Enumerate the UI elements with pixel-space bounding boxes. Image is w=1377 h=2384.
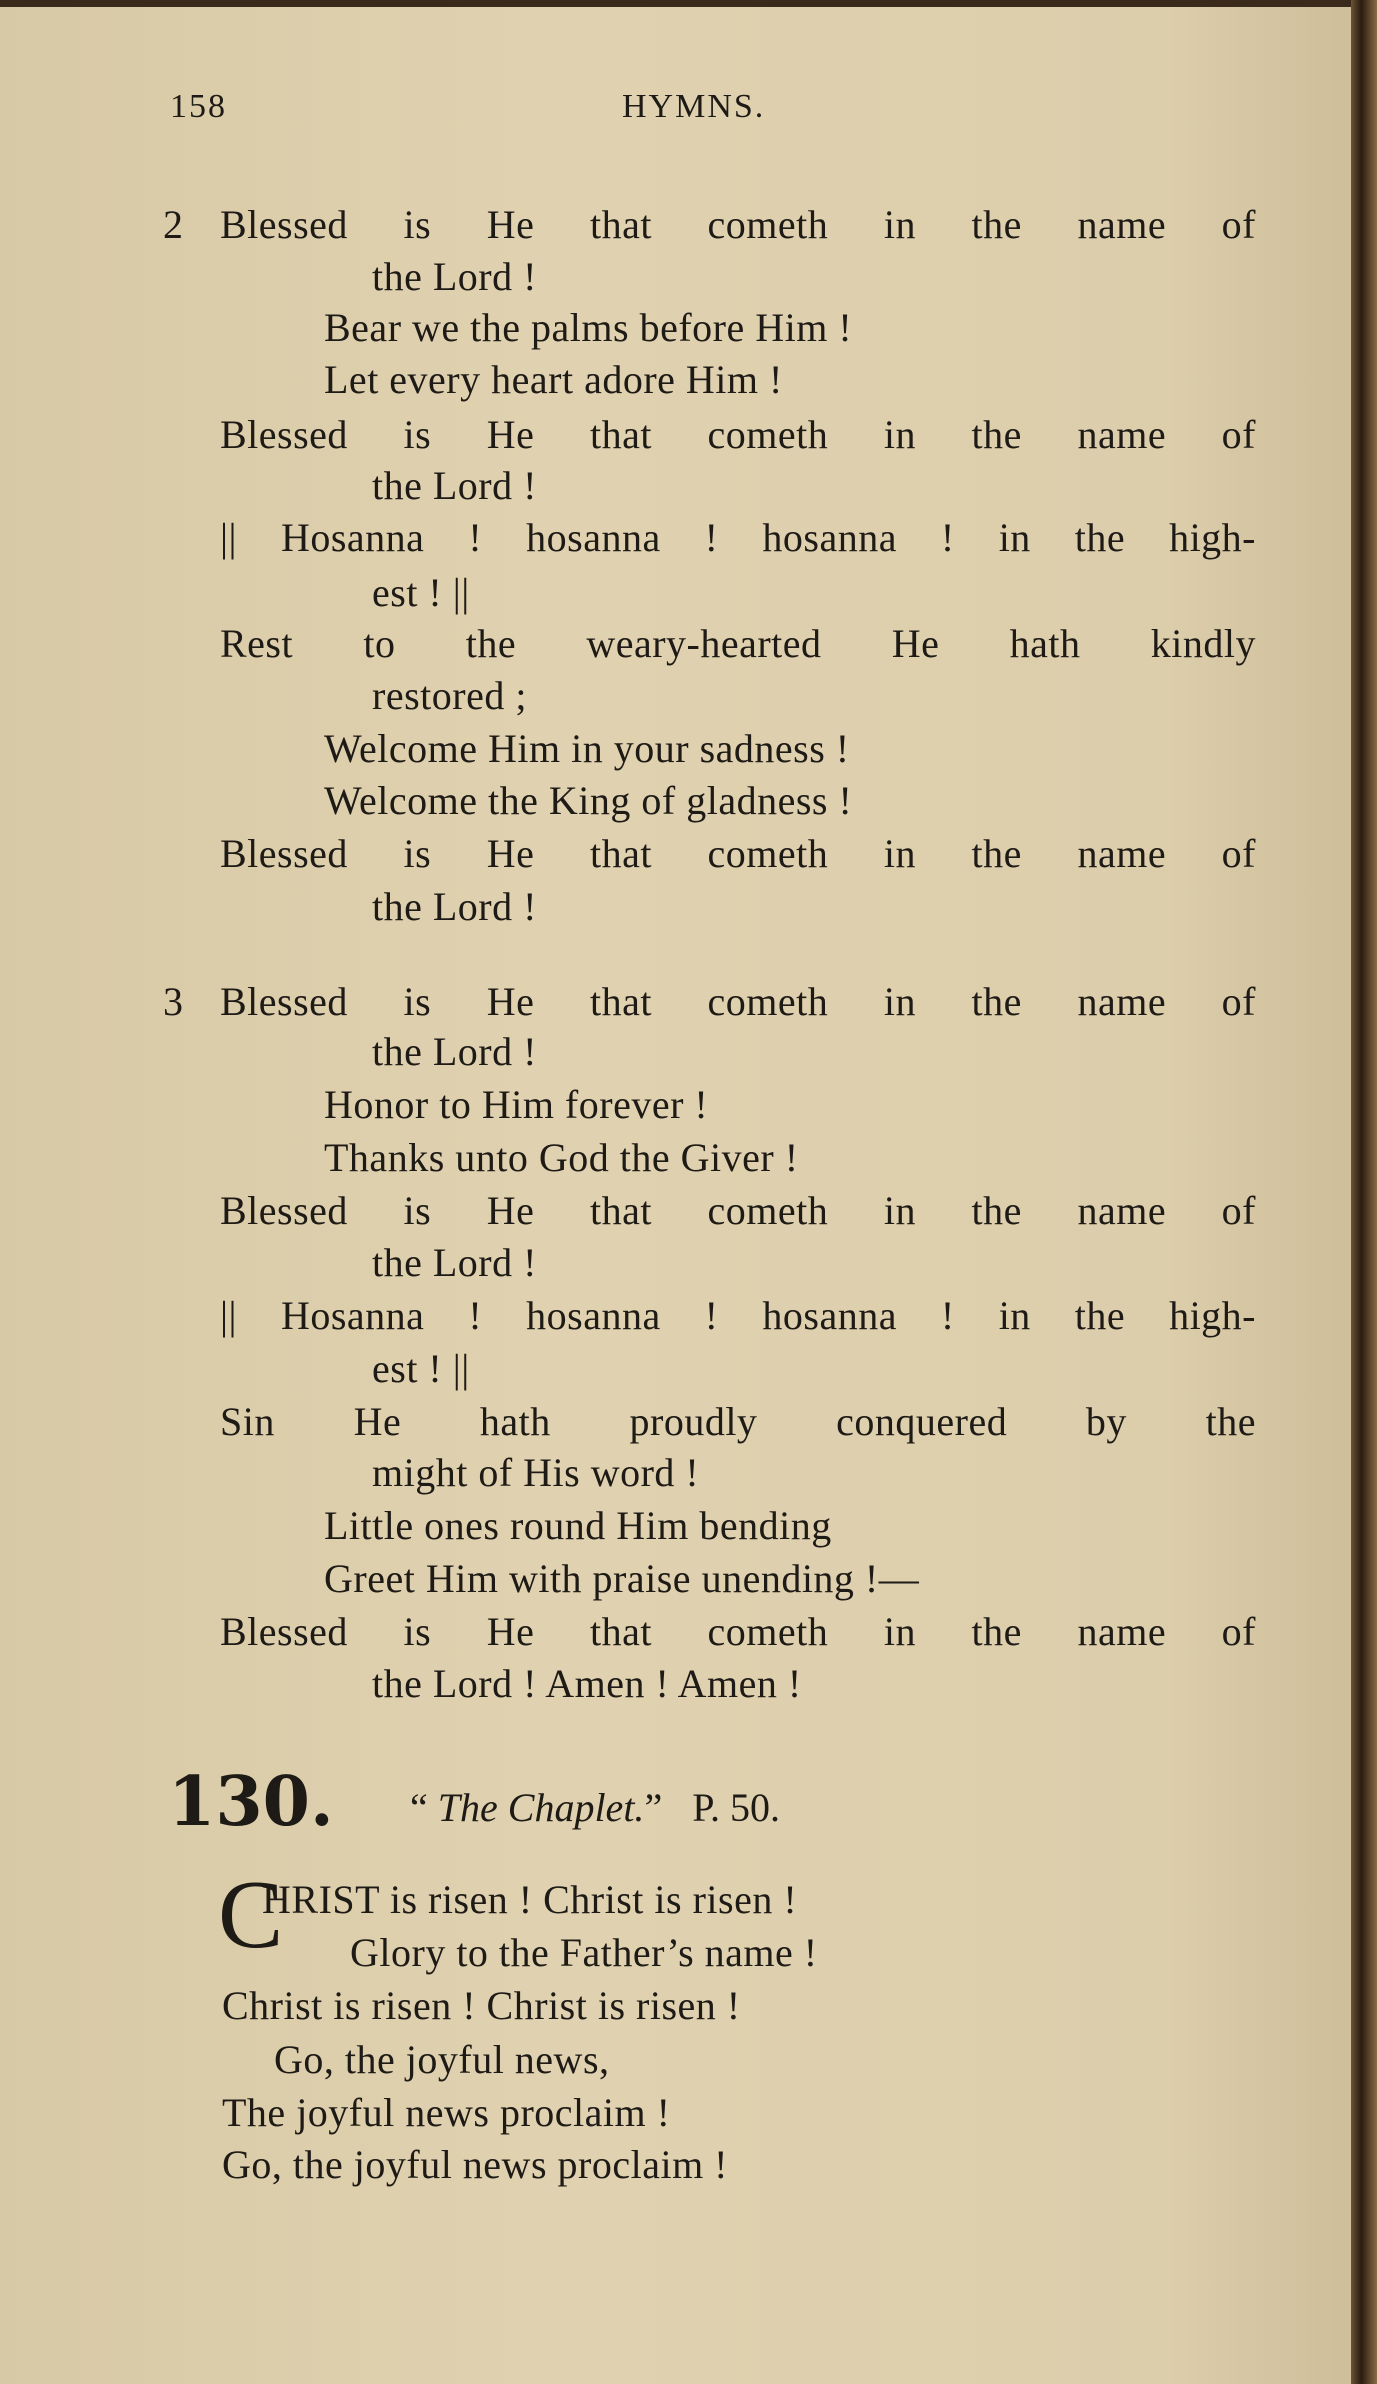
book-binding-edge — [1351, 0, 1377, 2384]
verse-line: est ! || — [372, 570, 470, 615]
drop-cap: C — [218, 1861, 284, 1969]
page-top-edge — [0, 0, 1377, 7]
verse-line: the Lord ! — [372, 463, 537, 508]
verse-line: Little ones round Him bending — [324, 1503, 832, 1548]
verse-line: Go, the joyful news proclaim ! — [222, 2142, 728, 2187]
verse-line: Blessed is He that cometh in the name of — [220, 412, 1256, 457]
verse-line: Welcome the King of gladness ! — [324, 778, 853, 823]
verse-line: Greet Him with praise unending !— — [324, 1556, 920, 1601]
verse-line: Go, the joyful news, — [274, 2037, 610, 2082]
tune-name: The Chaplet. — [437, 1785, 645, 1830]
running-title: HYMNS. — [622, 88, 766, 125]
verse-line: Welcome Him in your sadness ! — [324, 726, 850, 771]
stanza-number: 2 — [163, 202, 183, 247]
verse-line: Blessed is He that cometh in the name of — [220, 831, 1256, 876]
open-quote: “ — [410, 1785, 438, 1830]
verse-line: Blessed is He that cometh in the name of — [220, 1188, 1256, 1233]
verse-line: Let every heart adore Him ! — [324, 357, 783, 402]
verse-line: Blessed is He that cometh in the name of — [220, 1609, 1256, 1654]
verse-line: est ! || — [372, 1346, 470, 1391]
verse-line: Sin He hath proudly conquered by the — [220, 1399, 1256, 1444]
verse-line: the Lord ! Amen ! Amen ! — [372, 1661, 802, 1706]
verse-line: Rest to the weary-hearted He hath kindly — [220, 621, 1256, 666]
hymn-number: 130. — [168, 1762, 334, 1842]
verse-line: HRIST is risen ! Christ is risen ! — [262, 1877, 798, 1922]
verse-line: || Hosanna ! hosanna ! hosanna ! in the high- — [220, 1293, 1256, 1338]
verse-line: Christ is risen ! Christ is risen ! — [222, 1983, 741, 2028]
verse-line: Bear we the palms before Him ! — [324, 305, 853, 350]
verse-line: || Hosanna ! hosanna ! hosanna ! in the high- — [220, 515, 1256, 560]
verse-line: the Lord ! — [372, 1029, 537, 1074]
verse-line: restored ; — [372, 673, 527, 718]
verse-line: might of His word ! — [372, 1450, 700, 1495]
verse-line: Blessed is He that cometh in the name of — [220, 979, 1256, 1024]
close-quote: ” — [644, 1785, 663, 1830]
verse-line: the Lord ! — [372, 1240, 537, 1285]
verse-line: Glory to the Father’s name ! — [350, 1930, 818, 1975]
verse-line: Honor to Him forever ! — [324, 1082, 709, 1127]
page-number: 158 — [170, 88, 227, 125]
verse-line: the Lord ! — [372, 254, 537, 299]
verse-line: the Lord ! — [372, 884, 537, 929]
stanza-number: 3 — [163, 979, 183, 1024]
verse-line: The joyful news proclaim ! — [222, 2090, 671, 2135]
page-reference: P. 50. — [692, 1785, 781, 1830]
verse-line: Thanks unto God the Giver ! — [324, 1135, 799, 1180]
tune-reference — [410, 1782, 780, 1834]
verse-line: Blessed is He that cometh in the name of — [220, 202, 1256, 247]
